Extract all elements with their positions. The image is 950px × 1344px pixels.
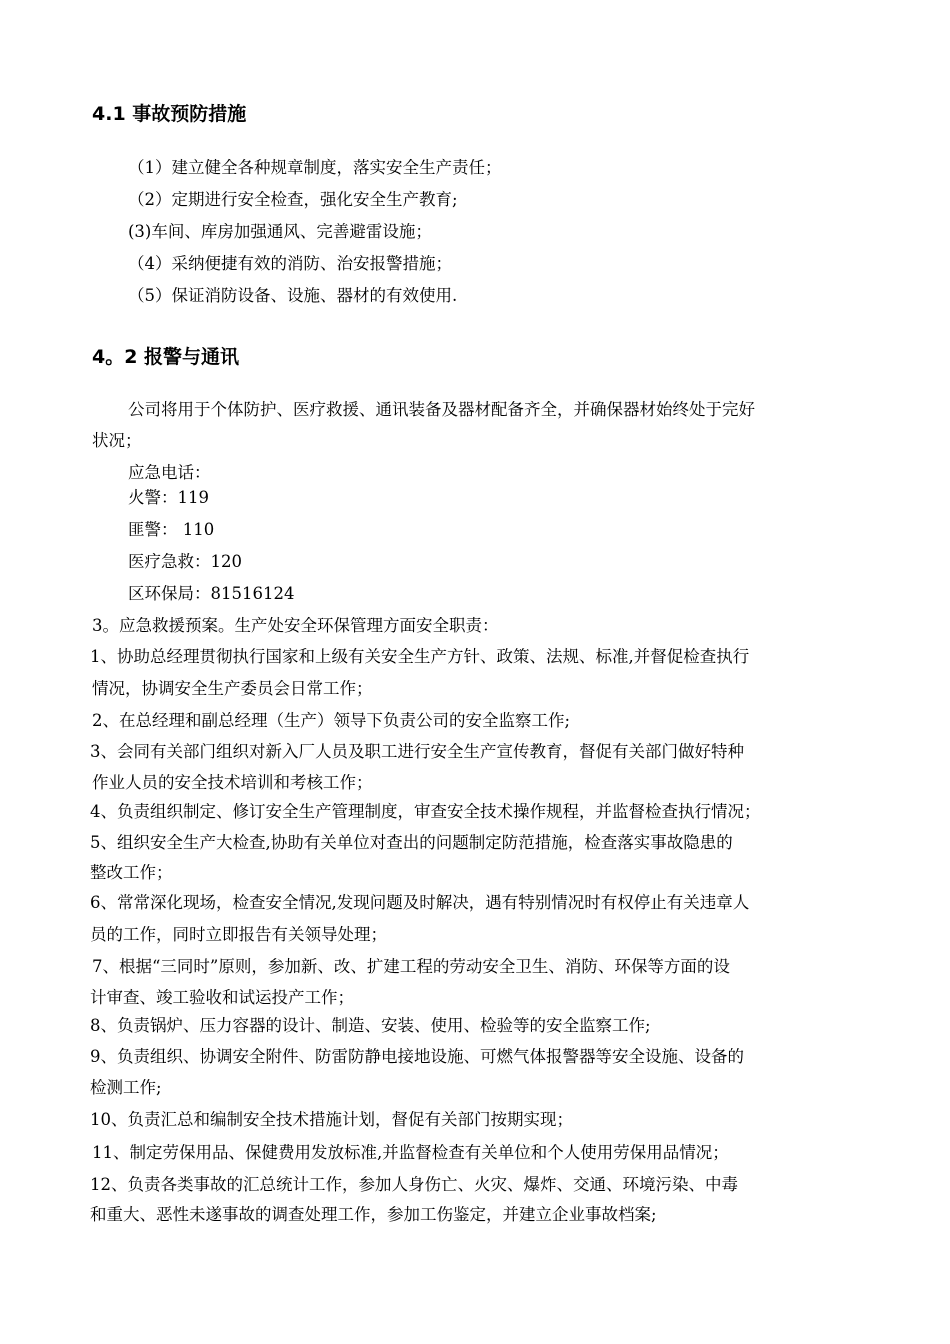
section-4-2-heading: 4。2 报警与通讯 [92,346,240,368]
duty-line: 7、根据“三同时”原则，参加新、改、扩建工程的劳动安全卫生、消防、环保等方面的设 [92,957,730,976]
equipment-paragraph-line-1: 公司将用于个体防护、医疗救援、通讯装备及器材配备齐全，并确保器材始终处于完好 [128,400,755,419]
duty-line: 2、在总经理和副总经理（生产）领导下负责公司的安全监察工作; [92,711,571,730]
duty-line: 员的工作，同时立即报告有关领导处理； [90,925,387,944]
section-3-title: 3。应急救援预案。生产处安全环保管理方面安全职责： [92,616,499,635]
duty-line: 9、负责组织、协调安全附件、防雷防静电接地设施、可燃气体报警器等安全设施、设备的 [90,1047,744,1066]
phone-medical: 医疗急救：120 [128,552,242,571]
measure-item-2: （2）定期进行安全检查，强化安全生产教育; [128,190,458,209]
duty-line: 检测工作; [90,1078,162,1097]
emergency-phone-title: 应急电话： [128,463,211,482]
duty-line: 12、负责各类事故的汇总统计工作，参加人身伤亡、火灾、爆炸、交通、环境污染、中毒 [90,1175,738,1194]
duty-line: 作业人员的安全技术培训和考核工作； [92,773,373,792]
duty-line: 4、负责组织制定、修订安全生产管理制度，审查安全技术操作规程，并监督检查执行情况； [90,802,761,821]
measure-item-5: （5）保证消防设备、设施、器材的有效使用. [128,286,458,305]
duty-line: 计审查、竣工验收和试运投产工作； [90,988,354,1007]
duty-line: 6、常常深化现场，检查安全情况,发现问题及时解决，遇有特别情况时有权停止有关违章人 [90,893,750,912]
measure-item-3: (3)车间、库房加强通风、完善避雷设施； [128,222,432,241]
measure-item-4: （4）采纳便捷有效的消防、治安报警措施； [128,254,452,273]
duty-line: 5、组织安全生产大检查,协助有关单位对查出的问题制定防范措施，检查落实事故隐患的 [90,833,733,852]
duty-line: 情况，协调安全生产委员会日常工作； [92,679,373,698]
duty-line: 1、协助总经理贯彻执行国家和上级有关安全生产方针、政策、法规、标准,并督促检查执行 [90,647,750,666]
duty-line: 3、会同有关部门组织对新入厂人员及职工进行安全生产宣传教育，督促有关部门做好特种 [90,742,744,761]
measure-item-1: （1）建立健全各种规章制度，落实安全生产责任； [128,158,502,177]
duty-line: 11、制定劳保用品、保健费用发放标准,并监督检查有关单位和个人使用劳保用品情况； [92,1143,729,1162]
phone-fire: 火警：119 [128,488,209,507]
duty-line: 8、负责锅炉、压力容器的设计、制造、安装、使用、检验等的安全监察工作; [90,1016,651,1035]
duty-line: 整改工作； [90,863,173,882]
duty-line: 和重大、恶性未遂事故的调查处理工作，参加工伤鉴定，并建立企业事故档案; [90,1205,657,1224]
phone-environment: 区环保局：81516124 [128,584,295,603]
section-4-1-heading: 4.1 事故预防措施 [92,103,247,125]
duty-line: 10、负责汇总和编制安全技术措施计划，督促有关部门按期实现； [90,1110,573,1129]
equipment-paragraph-line-2: 状况； [92,431,142,450]
phone-police: 匪警： 110 [128,520,215,539]
